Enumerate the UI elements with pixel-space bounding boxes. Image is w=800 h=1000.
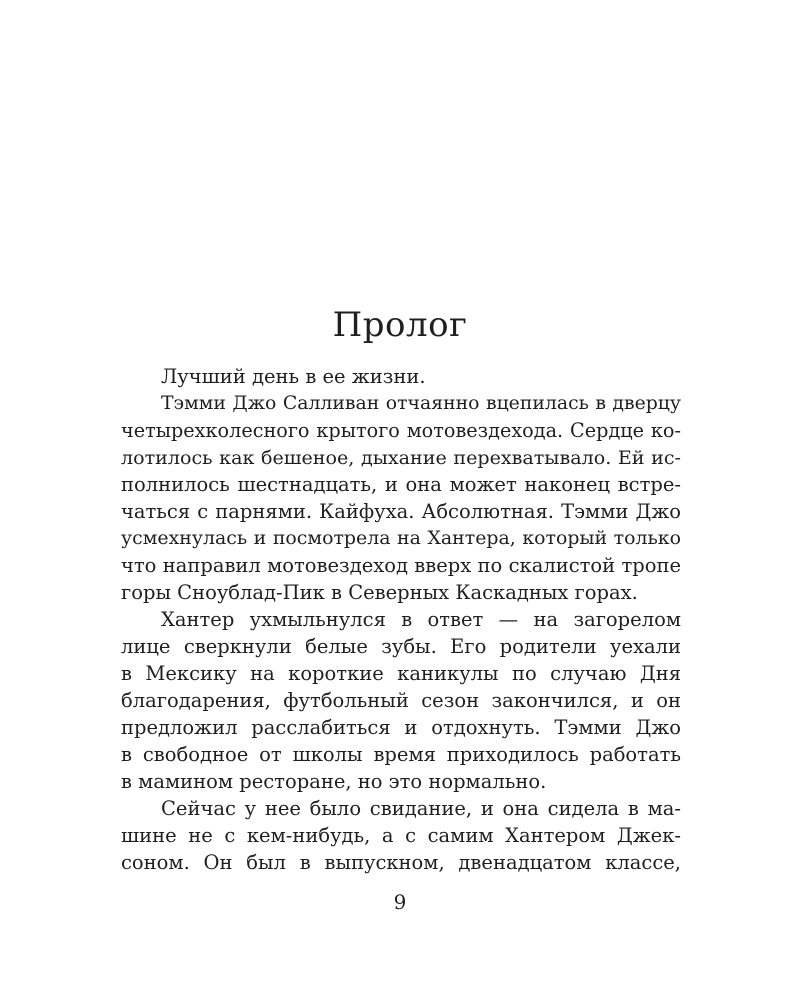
text-line: Лучший день в ее жизни. xyxy=(161,365,426,388)
body-text xyxy=(121,363,681,876)
text-line: благодарения, футбольный сезон закончился, и он xyxy=(121,689,681,712)
text-line: в мамином ресторане, но это нормально. xyxy=(121,770,547,793)
text-line: полнилось шестнадцать, и она может наконец встре- xyxy=(121,473,681,496)
text-line: в Мексику на короткие каникулы по случаю Дня xyxy=(121,662,681,685)
text-line: что направил мотовездеход вверх по скалистой тропе xyxy=(121,554,681,577)
text-line: Хантер ухмыльнулся в ответ — на загорелом xyxy=(161,608,681,631)
text-line: горы Сноублад-Пик в Северных Каскадных горах. xyxy=(121,581,638,604)
text-line: шине не с кем-нибудь, а с самим Хантером Джек- xyxy=(121,824,681,847)
text-line: лотилось как бешеное, дыхание перехватывало. Ей ис- xyxy=(121,446,681,469)
text-line: Сейчас у нее было свидание, и она сидела в ма- xyxy=(161,797,681,820)
text-line: Тэмми Джо Салливан отчаянно вцепилась в дверцу xyxy=(161,393,681,414)
text-line: лице сверкнули белые зубы. Его родители уехали xyxy=(121,635,681,658)
chapter-title: Пролог xyxy=(332,305,468,345)
page-number: 9 xyxy=(393,890,407,914)
text-line: четырехколесного крытого мотовездехода. Сердце ко- xyxy=(121,419,681,442)
text-line: чаться с парнями. Кайфуха. Абсолютная. Тэмми Джо xyxy=(121,500,681,523)
text-line: предложил расслабиться и отдохнуть. Тэмми Джо xyxy=(121,716,681,739)
text-line: в свободное от школы время приходилось работать xyxy=(121,743,681,766)
text-line: соном. Он был в выпускном, двенадцатом классе, xyxy=(121,851,681,874)
text-line: усмехнулась и посмотрела на Хантера, который только xyxy=(121,527,681,549)
